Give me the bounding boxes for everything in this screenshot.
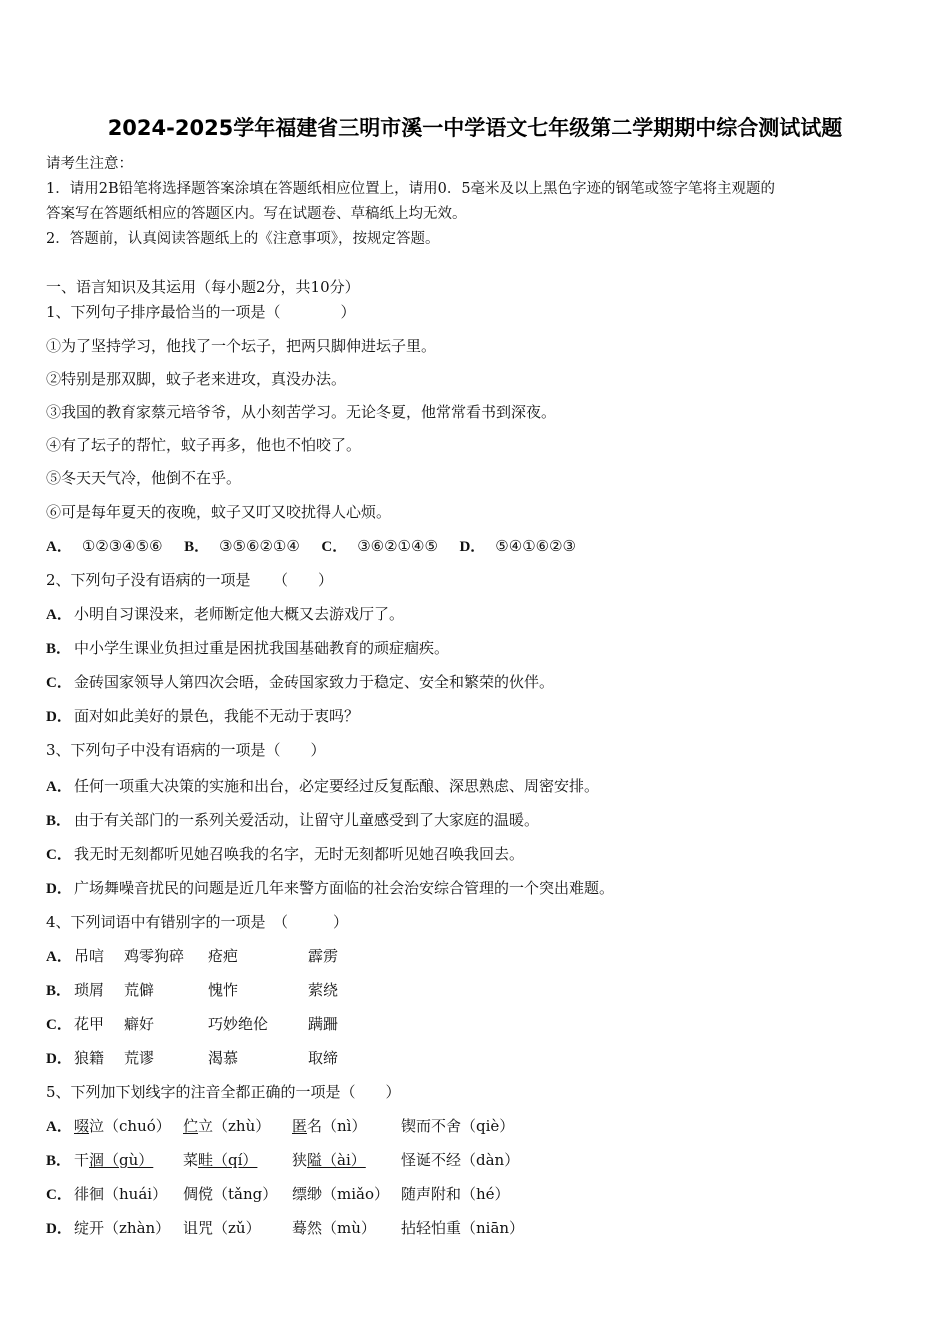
q5-d-word-2 — [183, 1217, 261, 1238]
q4-b-word-3: 愧怍 — [208, 981, 239, 999]
q3-option-d-letter: D． — [46, 881, 72, 897]
q5-b-word-3-first: 狭 — [292, 1151, 308, 1169]
q4-c-word-1: 花甲 — [74, 1015, 105, 1033]
q4-option-b-letter: B． — [46, 983, 72, 999]
q2-option-c-letter: C． — [46, 675, 72, 691]
q5-b-word-1 — [74, 1149, 153, 1170]
q4-b-word-1: 琐屑 — [74, 981, 105, 999]
q5-d-word-3 — [292, 1217, 376, 1238]
q2-option-d — [46, 705, 359, 726]
q4-d-word-3: 渴慕 — [208, 1049, 239, 1067]
q5-b-word-1-first: 干 — [74, 1151, 90, 1169]
q1-option-c-letter: C． — [321, 539, 348, 555]
q5-option-d-letter: D． — [46, 1221, 72, 1237]
q5-d-word-3-rest: 然（mù） — [307, 1219, 376, 1237]
question-1-stem: 1、下列句子排序最恰当的一项是（ ） — [46, 303, 356, 321]
q2-option-b-text: 中小学生课业负担过重是困扰我国基础教育的顽症痼疾。 — [74, 639, 450, 657]
q1-sentence-4: ④有了坛子的帮忙，蚊子再多，他也不怕咬了。 — [46, 436, 362, 454]
question-2-stem: 2、下列句子没有语病的一项是 （ ） — [46, 571, 334, 589]
q5-a-word-1 — [74, 1115, 171, 1136]
q1-option-d-letter: D． — [459, 539, 486, 555]
q5-d-word-2-first: 诅 — [183, 1219, 199, 1237]
q1-options — [46, 535, 576, 556]
question-4-stem: 4、下列词语中有错别字的一项是 （ ） — [46, 913, 349, 931]
q1-sentence-3: ③我国的教育家蔡元培爷爷，从小刻苦学习。无论冬夏，他常常看书到深夜。 — [46, 403, 557, 421]
q5-option-a — [46, 1115, 74, 1136]
q5-c-word-1 — [74, 1183, 167, 1204]
q5-c-word-2-first: 倜 — [183, 1185, 199, 1203]
q5-option-a-letter: A． — [46, 1119, 72, 1135]
q5-a-word-2 — [183, 1115, 270, 1136]
q5-c-word-3-first: 缥 — [292, 1185, 308, 1203]
q4-a-word-2: 鸡零狗碎 — [124, 947, 185, 965]
q1-option-a-letter: A． — [46, 539, 72, 555]
q5-b-word-4: 怪诞不经（dàn） — [401, 1151, 520, 1169]
notice-item-1-line-1: 1．请用2B铅笔将选择题答案涂填在答题纸相应位置上，请用0．5毫米及以上黑色字迹的钢笔或签字笔将主观题的 — [46, 181, 776, 197]
q4-option-d-letter: D． — [46, 1051, 72, 1067]
q3-option-d-text: 广场舞噪音扰民的问题是近几年来警方面临的社会治安综合管理的一个突出难题。 — [74, 879, 615, 897]
q4-c-word-3: 巧妙绝伦 — [208, 1015, 269, 1033]
q5-a-word-1-rest: 泣（chuó） — [89, 1117, 171, 1135]
q1-option-a: ①②③④⑤⑥ — [81, 537, 163, 555]
q1-option-c: ③⑥②①④⑤ — [357, 537, 438, 555]
q5-option-b-letter: B． — [46, 1153, 72, 1169]
q3-option-d — [46, 877, 614, 898]
q2-option-b — [46, 637, 449, 658]
q5-c-word-1-first: 徘 — [74, 1185, 90, 1203]
q1-option-b-letter: B． — [184, 539, 210, 555]
q4-a-word-3: 疮疤 — [208, 947, 239, 965]
q1-sentence-5: ⑤冬天天气冷，他倒不在乎。 — [46, 469, 242, 487]
q5-d-word-1-rest: 开（zhàn） — [89, 1219, 171, 1237]
q5-c-word-3 — [292, 1183, 389, 1204]
q5-option-c — [46, 1183, 74, 1204]
q4-option-c-letter: C． — [46, 1017, 72, 1033]
q4-c-word-4: 蹒跚 — [308, 1015, 339, 1033]
section-heading: 一、语言知识及其运用（每小题2分，共10分） — [46, 278, 360, 296]
q2-option-a — [46, 603, 404, 624]
q5-b-word-3-underlined: 隘（ài） — [307, 1151, 366, 1169]
q5-a-word-3-rest: 名（nì） — [307, 1117, 367, 1135]
q5-d-word-1-first: 绽 — [74, 1219, 90, 1237]
q2-option-a-letter: A． — [46, 607, 72, 623]
notice-item-2: 2．答题前，认真阅读答题纸上的《注意事项》，按规定答题。 — [46, 231, 440, 247]
q5-d-word-4: 拈轻怕重（niān） — [401, 1219, 525, 1237]
q5-option-c-letter: C． — [46, 1187, 72, 1203]
q5-b-word-2-first: 菜 — [183, 1151, 199, 1169]
q2-option-c — [46, 671, 554, 692]
q5-a-word-3 — [292, 1115, 366, 1136]
q4-d-word-1: 狼籍 — [74, 1049, 105, 1067]
q2-option-c-text: 金砖国家领导人第四次会晤，金砖国家致力于稳定、安全和繁荣的伙伴。 — [74, 673, 555, 691]
q1-sentence-2: ②特别是那双脚，蚊子老来进攻，真没办法。 — [46, 370, 347, 388]
q4-b-word-2: 荒僻 — [124, 981, 155, 999]
q5-c-word-1-rest: 徊（huái） — [89, 1185, 168, 1203]
q5-option-b — [46, 1149, 74, 1170]
notice-item-1-line-2: 答案写在答题纸相应的答题区内。写在试题卷、草稿纸上均无效。 — [46, 206, 467, 222]
q3-option-c — [46, 843, 524, 864]
q5-c-word-2-rest: 傥（tǎng） — [198, 1185, 278, 1203]
q5-c-word-2 — [183, 1183, 277, 1204]
q5-a-word-2-rest: 立（zhù） — [198, 1117, 271, 1135]
q4-option-c — [46, 1013, 74, 1034]
q5-a-word-2-underlined: 伫 — [183, 1117, 199, 1135]
q3-option-b-letter: B． — [46, 813, 72, 829]
q5-b-word-1-underlined: 涸（gù） — [89, 1151, 154, 1169]
q4-option-b — [46, 979, 74, 1000]
question-5-stem: 5、下列加下划线字的注音全都正确的一项是（ ） — [46, 1083, 401, 1101]
q5-b-word-2-underlined: 畦（qí） — [198, 1151, 258, 1169]
q2-option-d-text: 面对如此美好的景色，我能不无动于衷吗？ — [74, 707, 360, 725]
q2-option-d-letter: D． — [46, 709, 72, 725]
q1-sentence-6: ⑥可是每年夏天的夜晚，蚊子又叮又咬扰得人心烦。 — [46, 503, 392, 521]
q4-option-a — [46, 945, 74, 966]
q4-d-word-4: 取缔 — [308, 1049, 339, 1067]
q3-option-a — [46, 775, 599, 796]
q1-option-d: ⑤④①⑥②③ — [495, 537, 576, 555]
q2-option-a-text: 小明自习课没来，老师断定他大概又去游戏厅了。 — [74, 605, 405, 623]
q2-option-b-letter: B． — [46, 641, 72, 657]
q5-d-word-1 — [74, 1217, 170, 1238]
q5-b-word-3 — [292, 1149, 366, 1170]
q3-option-b-text: 由于有关部门的一系列关爱活动，让留守儿童感受到了大家庭的温暖。 — [74, 811, 540, 829]
q5-c-word-3-rest: 缈（miǎo） — [307, 1185, 390, 1203]
q4-a-word-1: 吊唁 — [74, 947, 105, 965]
q3-option-b — [46, 809, 539, 830]
q5-b-word-2 — [183, 1149, 257, 1170]
q5-a-word-3-underlined: 匿 — [292, 1117, 308, 1135]
q4-b-word-4: 萦绕 — [308, 981, 339, 999]
notice-heading: 请考生注意： — [46, 156, 133, 172]
q3-option-a-text: 任何一项重大决策的实施和出台，必定要经过反复酝酿、深思熟虑、周密安排。 — [74, 777, 600, 795]
q4-a-word-4: 霹雳 — [308, 947, 339, 965]
question-3-stem: 3、下列句子中没有语病的一项是（ ） — [46, 741, 326, 759]
q3-option-a-letter: A． — [46, 779, 72, 795]
q4-c-word-2: 癖好 — [124, 1015, 155, 1033]
q4-option-d — [46, 1047, 74, 1068]
q5-c-word-4: 随声附和（hé） — [401, 1185, 510, 1203]
q4-option-a-letter: A． — [46, 949, 72, 965]
page-title: 2024-2025学年福建省三明市溪一中学语文七年级第二学期期中综合测试试题 — [107, 116, 843, 140]
q1-option-b: ③⑤⑥②①④ — [219, 537, 300, 555]
q3-option-c-text: 我无时无刻都听见她召唤我的名字，无时无刻都听见她召唤我回去。 — [74, 845, 525, 863]
q5-option-d — [46, 1217, 74, 1238]
q5-d-word-2-rest: 咒（zǔ） — [198, 1219, 261, 1237]
q4-d-word-2: 荒谬 — [124, 1049, 155, 1067]
q1-sentence-1: ①为了坚持学习，他找了一个坛子，把两只脚伸进坛子里。 — [46, 337, 437, 355]
q5-a-word-1-underlined: 啜 — [74, 1117, 90, 1135]
q5-d-word-3-first: 蓦 — [292, 1219, 308, 1237]
q3-option-c-letter: C． — [46, 847, 72, 863]
q5-a-word-4: 锲而不舍（qiè） — [401, 1117, 515, 1135]
